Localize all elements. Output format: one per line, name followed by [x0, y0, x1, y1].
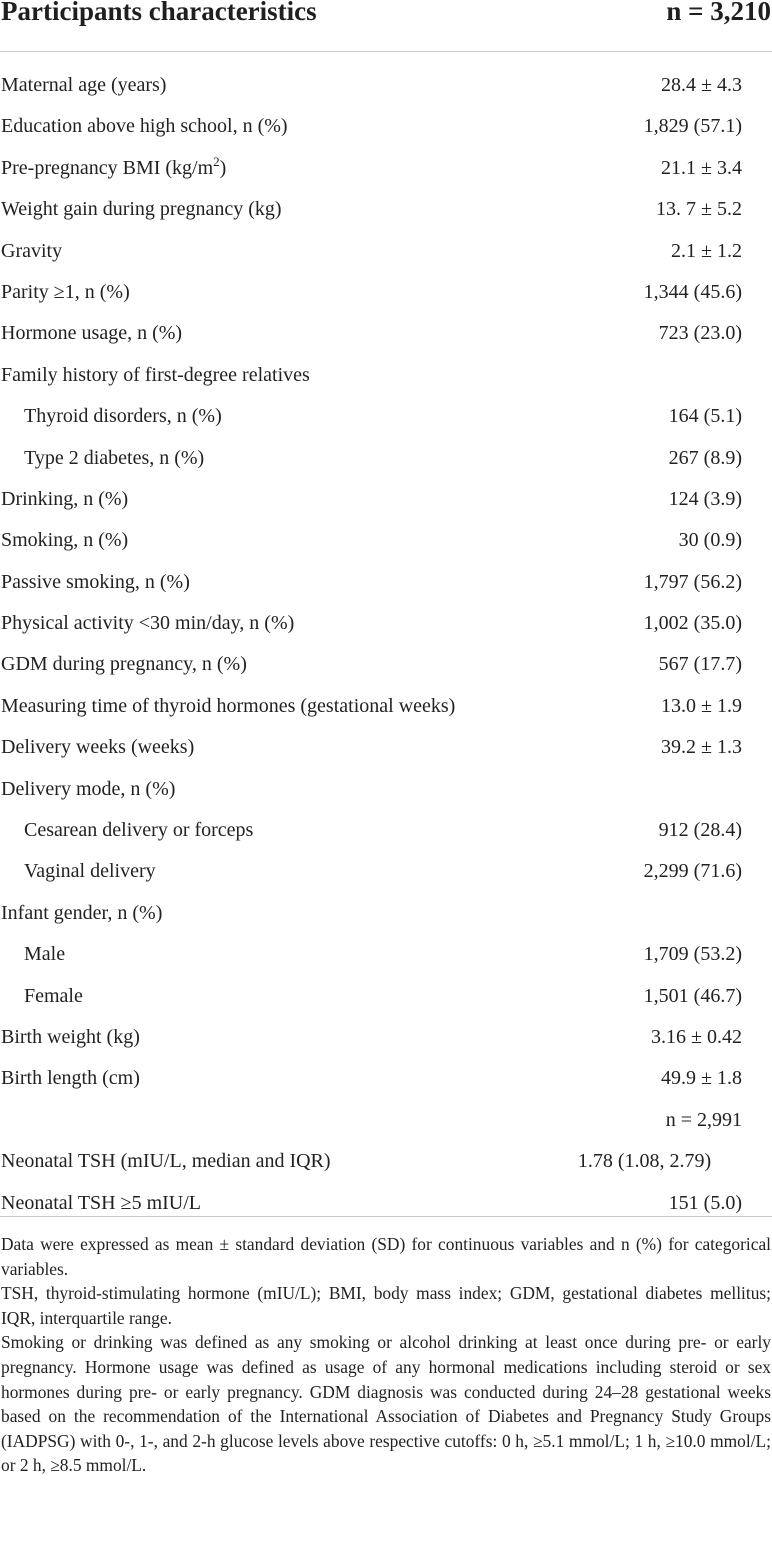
row-label: Passive smoking, n (%) — [1, 570, 190, 593]
footnote: TSH, thyroid-stimulating hormone (mIU/L); BMI, body mass index; GDM, gestational diabetes mellitus; IQR, interquartile range. — [1, 1283, 771, 1328]
table-header — [0, 0, 772, 44]
row-label: Cesarean delivery or forceps — [24, 819, 254, 842]
row-value: 912 (28.4) — [658, 819, 742, 842]
table-footnotes — [1, 1232, 771, 1478]
table-row — [0, 977, 772, 1018]
table-row — [0, 1142, 772, 1183]
row-label: Female — [24, 984, 83, 1007]
row-value: 30 (0.9) — [678, 529, 742, 552]
table-row — [0, 480, 772, 521]
footnote: Smoking or drinking was defined as any smoking or alcohol drinking at least once during pre- or early pregnancy. Hormone usage was defined as usage of any hormonal medications including steroid or sex hormones during pre- or early pregnancy. GDM diagnosis was conducted during 24–28 gestational weeks based on the recommendation of the International Association of Diabetes and Pregnancy Study Groups (IADPSG) with 0-, 1-, and 2-h glucose levels above respective cutoffs: 0 h, ≥5.1 mmol/L; 1 h, ≥10.0 mmol/L; or 2 h, ≥8.5 mmol/L. — [1, 1332, 771, 1476]
row-value: 1,002 (35.0) — [643, 612, 742, 635]
table-row-group-heading — [0, 770, 772, 811]
row-value: 1,829 (57.1) — [643, 115, 742, 138]
row-label: Weight gain during pregnancy (kg) — [1, 198, 282, 221]
row-value: 2,299 (71.6) — [643, 860, 742, 883]
row-label — [1, 153, 227, 180]
row-value: 124 (3.9) — [668, 487, 742, 510]
table-row — [0, 687, 772, 728]
row-value: 2.1 ± 1.2 — [671, 239, 742, 262]
table-row-subheader — [0, 1101, 772, 1142]
table-row — [0, 107, 772, 148]
table-row — [0, 1018, 772, 1059]
table-row — [0, 604, 772, 645]
row-label: Physical activity <30 min/day, n (%) — [1, 612, 295, 635]
row-label: Birth length (cm) — [1, 1067, 140, 1090]
table-row — [0, 935, 772, 976]
row-label-text: Pre-pregnancy BMI (kg/m — [1, 156, 214, 179]
footer-rule — [0, 1216, 772, 1217]
row-label: Parity ≥1, n (%) — [1, 280, 130, 303]
table-row — [0, 521, 772, 562]
row-value: 1,797 (56.2) — [643, 570, 742, 593]
header-label: Participants characteristics — [1, 0, 317, 26]
table-row — [0, 728, 772, 769]
row-label: GDM during pregnancy, n (%) — [1, 653, 247, 676]
row-label-superscript: 2 — [213, 153, 220, 169]
header-sample-size: n = 3,210 — [666, 0, 771, 26]
row-label: Birth weight (kg) — [1, 1025, 140, 1048]
table-row — [0, 149, 772, 190]
table-row — [0, 563, 772, 604]
row-label: Maternal age (years) — [1, 74, 167, 96]
row-value: 1,344 (45.6) — [643, 280, 742, 303]
table-row — [0, 439, 772, 480]
row-value: 13. 7 ± 5.2 — [656, 198, 742, 221]
table-row — [0, 645, 772, 686]
table-row — [0, 811, 772, 852]
row-value: 13.0 ± 1.9 — [661, 694, 742, 717]
header-rule — [0, 51, 772, 52]
row-value: 267 (8.9) — [668, 446, 742, 469]
table-row — [0, 232, 772, 273]
row-label: Type 2 diabetes, n (%) — [24, 446, 205, 469]
row-label: Family history of first-degree relatives — [1, 363, 310, 386]
row-value: 1,709 (53.2) — [643, 943, 742, 966]
table-body — [0, 66, 772, 1225]
row-label: Hormone usage, n (%) — [1, 322, 183, 345]
table-row — [0, 190, 772, 231]
table-row-group-heading — [0, 894, 772, 935]
row-label: Delivery mode, n (%) — [1, 777, 176, 800]
row-label: Neonatal TSH (mIU/L, median and IQR) — [1, 1150, 331, 1173]
table-row — [0, 852, 772, 893]
row-value: 151 (5.0) — [668, 1191, 742, 1214]
row-label: Drinking, n (%) — [1, 487, 129, 510]
row-value: 723 (23.0) — [658, 322, 742, 345]
row-label: Vaginal delivery — [24, 860, 156, 883]
row-label: Male — [24, 943, 66, 966]
row-label: Measuring time of thyroid hormones (gestational weeks) — [1, 694, 456, 717]
row-value: 39.2 ± 1.3 — [661, 736, 742, 759]
subgroup-sample-size: n = 2,991 — [665, 1108, 742, 1131]
table-row — [0, 1184, 772, 1225]
row-label: Thyroid disorders, n (%) — [24, 405, 222, 428]
row-value: 1.78 (1.08, 2.79) — [577, 1150, 712, 1173]
row-value: 3.16 ± 0.42 — [651, 1025, 742, 1048]
row-label: Infant gender, n (%) — [1, 901, 163, 924]
row-value: 21.1 ± 3.4 — [661, 156, 742, 179]
row-label: Gravity — [1, 239, 63, 262]
table-row — [0, 1059, 772, 1100]
table-row — [0, 314, 772, 355]
table-row-group-heading — [0, 356, 772, 397]
row-value: 49.9 ± 1.8 — [661, 1067, 742, 1090]
table-row — [0, 397, 772, 438]
table-row — [0, 66, 772, 107]
row-label-suffix: ) — [219, 156, 227, 179]
row-value: 28.4 ± 4.3 — [661, 74, 742, 96]
row-value: 164 (5.1) — [668, 405, 742, 428]
row-value: 567 (17.7) — [658, 653, 742, 676]
row-label: Neonatal TSH ≥5 mIU/L — [1, 1191, 202, 1214]
table-row — [0, 273, 772, 314]
row-value: 1,501 (46.7) — [643, 984, 742, 1007]
footnote: Data were expressed as mean ± standard deviation (SD) for continuous variables and n (%) for categorical variables. — [1, 1234, 771, 1279]
row-label: Smoking, n (%) — [1, 529, 129, 552]
row-label: Delivery weeks (weeks) — [1, 736, 195, 759]
row-label: Education above high school, n (%) — [1, 115, 288, 138]
